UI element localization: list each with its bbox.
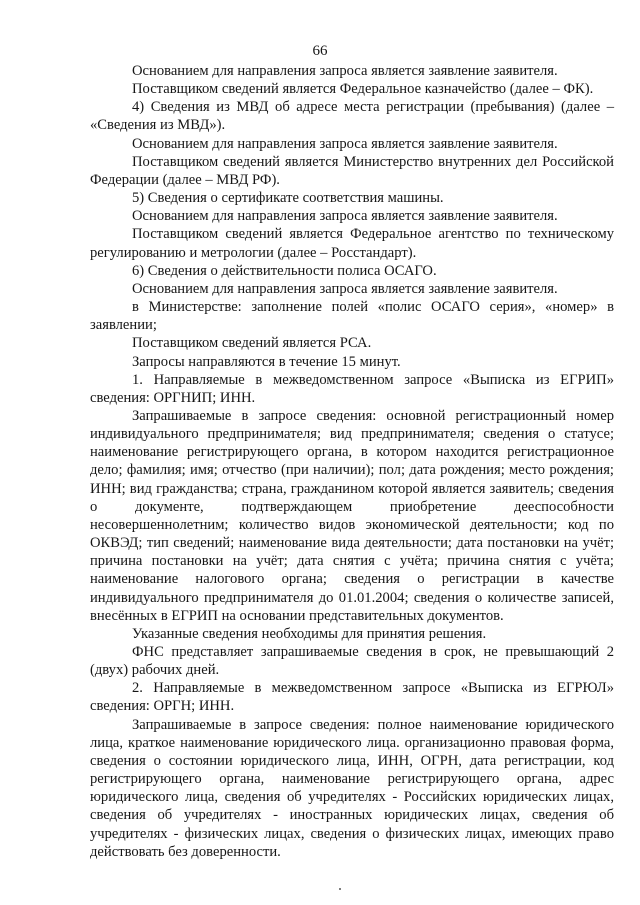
paragraph: Поставщиком сведений является РСА. xyxy=(132,335,372,352)
paragraph: ФНС представляет запрашиваемые сведения в срок, не превышающий 2 (двух) рабочих дней. xyxy=(90,644,614,679)
paragraph: 5) Сведения о сертификате соответствия машины. xyxy=(132,190,444,207)
document-body xyxy=(90,62,614,861)
scan-speck xyxy=(339,888,341,890)
paragraph: Указанные сведения необходимы для принятия решения. xyxy=(132,625,487,642)
paragraph: Основанием для направления запроса является заявление заявителя. xyxy=(132,208,558,225)
paragraph: 6) Сведения о действительности полиса ОСАГО. xyxy=(132,262,437,279)
paragraph: Основанием для направления запроса является заявление заявителя. xyxy=(132,63,558,79)
paragraph: Запрашиваемые в запросе сведения: основной регистрационный номер индивидуального предпринимателя; вид предпринимателя; сведения о статусе; наименование регистрирующего органа, в котором находится регистрационное дело; фамилия; имя; отчество (при наличии); пол; дата рождения; место рождения; ИНН; вид гражданства; страна, гражданином которой является заявитель; сведения о документе, подтверждающем приобретение дееспособности несовершеннолетним; количество видов экономической деятельности; код по ОКВЭД; тип сведений; наименование вида деятельности; дата постановки на учёт; причина постановки на учёт; дата снятия с учёта; причина снятия с учёта; наименование налогового органа; сведения о регистрации в качестве индивидуального предпринимателя до 01.01.2004; сведения о количестве записей, внесённых в ЕГРИП на основании представительных документов. xyxy=(90,407,614,624)
paragraph: Поставщиком сведений является Федеральное агентство по техническому регулированию и метрологии (далее – Росстандарт). xyxy=(90,226,614,261)
paragraph: 1. Направляемые в межведомственном запросе «Выписка из ЕГРИП» сведения: ОРГНИП; ИНН. xyxy=(90,371,614,406)
paragraph: Запросы направляются в течение 15 минут. xyxy=(132,353,401,370)
paragraph: Основанием для направления запроса является заявление заявителя. xyxy=(132,135,558,152)
paragraph: 2. Направляемые в межведомственном запросе «Выписка из ЕГРЮЛ» сведения: ОРГН; ИНН. xyxy=(90,680,614,715)
paragraph: Поставщиком сведений является Министерство внутренних дел Российской Федерации (далее – МВД РФ). xyxy=(90,153,614,188)
paragraph: Основанием для направления запроса является заявление заявителя. xyxy=(132,280,558,297)
paragraph: в Министерстве: заполнение полей «полис ОСАГО серия», «номер» в заявлении; xyxy=(90,299,614,334)
paragraph: Запрашиваемые в запросе сведения: полное наименование юридического лица, краткое наименование юридического лица. организационно правовая форма, сведения о состоянии юридического лица, ИНН, ОГРН, дата регистрации, код регистрирующего органа, наименование регистрирующего органа, адрес юридического лица, сведения об учредителях - Российских юридических лицах, сведения об учредителях - иностранных юридических лицах, сведения об учредителях - физических лицах, сведения о физических лицах, имеющих право действовать без доверенности. xyxy=(90,716,614,860)
paragraph: Поставщиком сведений является Федеральное казначейство (далее – ФК). xyxy=(132,81,594,98)
page-number: 66 xyxy=(312,43,328,59)
paragraph: 4) Сведения из МВД об адресе места регистрации (пребывания) (далее – «Сведения из МВД»). xyxy=(90,99,614,134)
